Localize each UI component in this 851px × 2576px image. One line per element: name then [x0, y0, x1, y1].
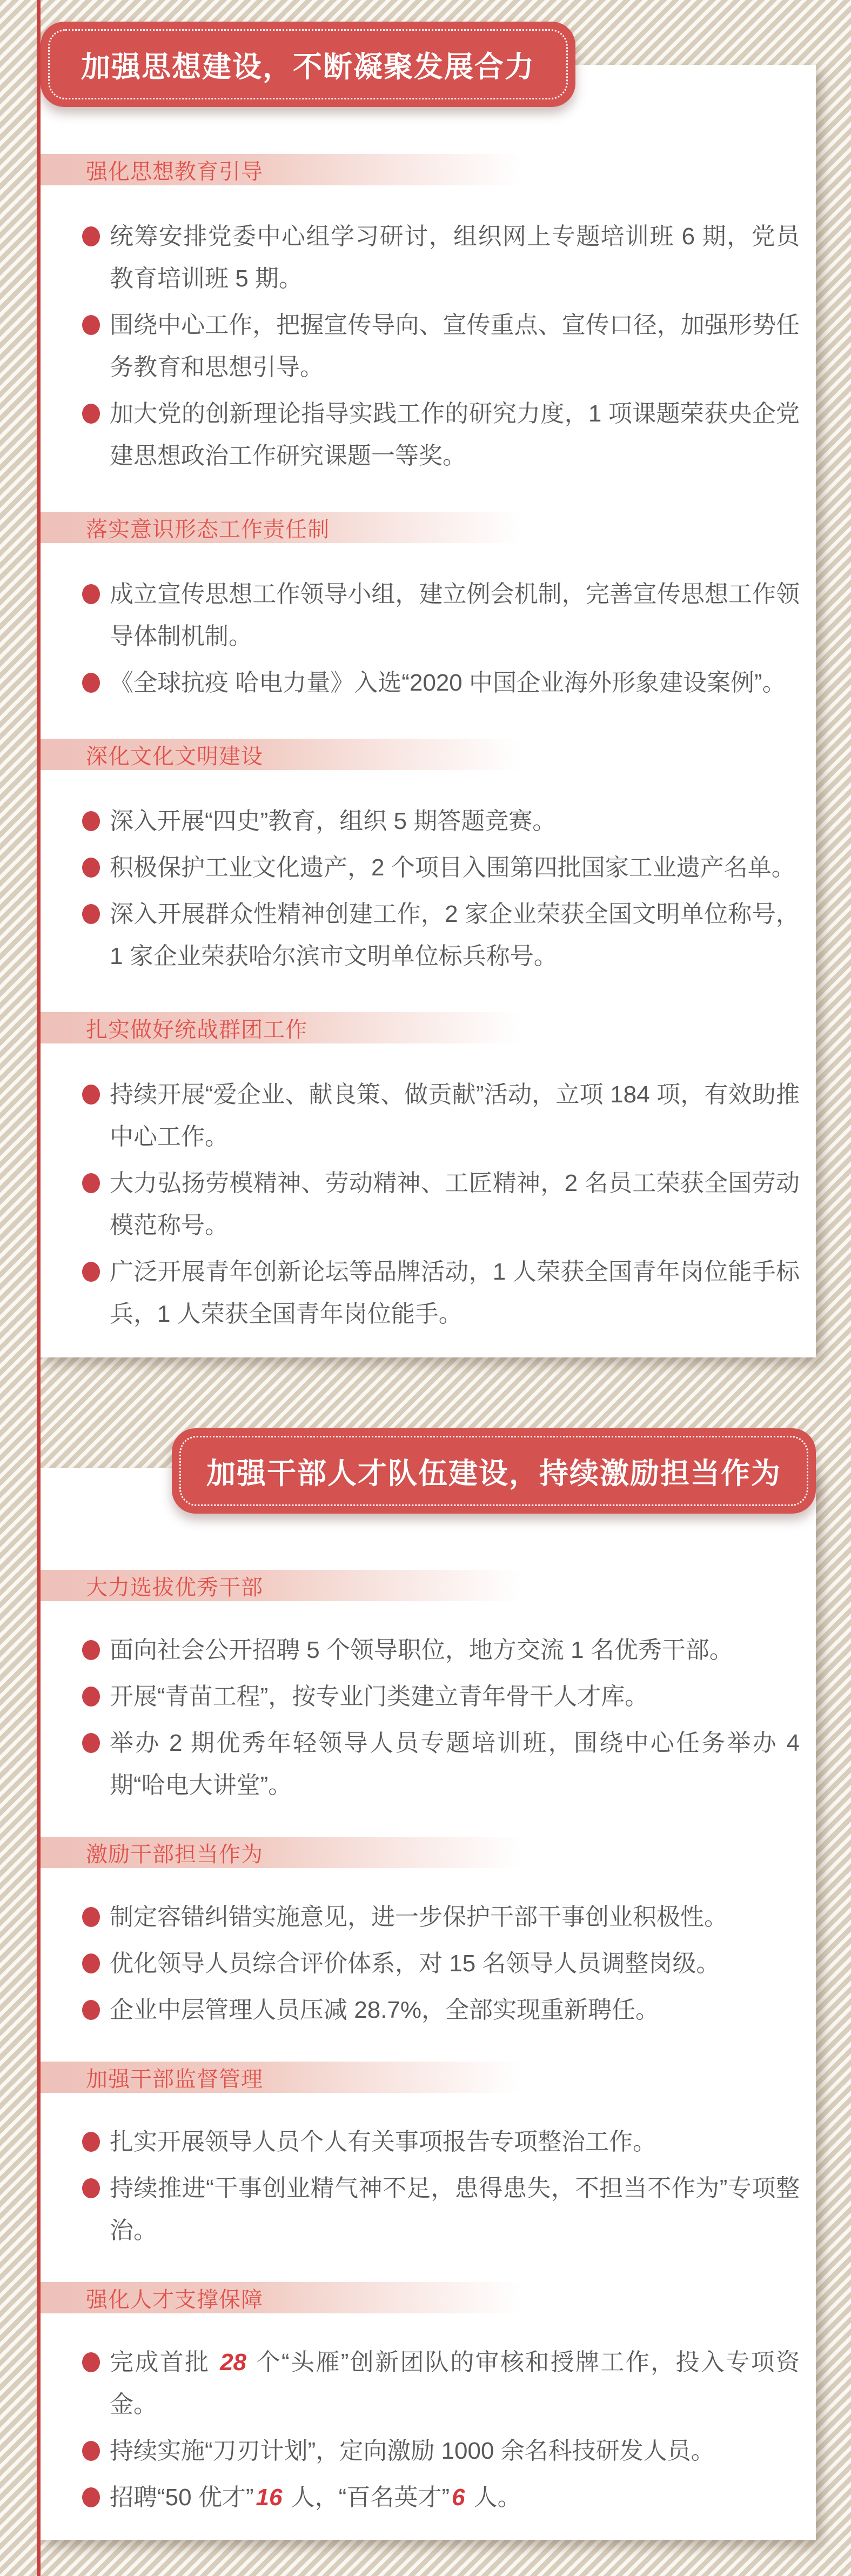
bullet-item: 持续推进“干事创业精气神不足，患得患失，不担当不作为”专项整治。	[110, 2167, 800, 2252]
bullet-list	[41, 1896, 816, 2031]
accent-number: 16	[256, 2484, 283, 2511]
bullet-item: 持续开展“爱企业、献良策、做贡献”活动，立项 184 项，有效助推中心工作。	[110, 1074, 800, 1158]
bullet-item: 积极保护工业文化遗产，2 个项目入围第四批国家工业遗产名单。	[110, 847, 800, 889]
bullet-item: 招聘“50 优才”16 人，“百名英才”6 人。	[110, 2477, 800, 2519]
banner-cadre-talent-label: 加强干部人才队伍建设，持续激励担当作为	[206, 1457, 781, 1490]
bullet-item: 《全球抗疫 哈电力量》入选“2020 中国企业海外形象建设案例”。	[110, 662, 800, 704]
section-title-bar	[41, 739, 816, 770]
bullet-item: 面向社会公开招聘 5 个领导职位，地方交流 1 名优秀干部。	[110, 1629, 800, 1671]
banner-ideology-building	[41, 22, 575, 107]
section-title-bar	[41, 1012, 816, 1043]
bullet-item: 持续实施“刀刃计划”，定向激励 1000 余名科技研发人员。	[110, 2430, 800, 2472]
section-title: 大力选拔优秀干部	[86, 1575, 263, 1600]
section-title-bar	[41, 2062, 816, 2093]
bullet-item: 深入开展“四史”教育，组织 5 期答题竞赛。	[110, 800, 800, 842]
bullet-list	[41, 573, 816, 704]
bullet-list	[41, 216, 816, 477]
bullet-item: 企业中层管理人员压减 28.7%，全部实现重新聘任。	[110, 1989, 800, 2031]
section-title: 强化思想教育引导	[86, 159, 263, 184]
bullet-item: 加大党的创新理论指导实践工作的研究力度，1 项课题荣获央企党建思想政治工作研究课题一等奖。	[110, 393, 800, 477]
left-accent-line	[37, 0, 41, 2576]
bullet-list	[41, 1629, 816, 1806]
bullet-item: 围绕中心工作，把握宣传导向、宣传重点、宣传口径，加强形势任务教育和思想引导。	[110, 304, 800, 389]
bullet-item: 大力弘扬劳模精神、劳动精神、工匠精神，2 名员工荣获全国劳动模范称号。	[110, 1162, 800, 1247]
bullet-item: 制定容错纠错实施意见，进一步保护干部干事创业积极性。	[110, 1896, 800, 1938]
section-title-bar	[41, 1837, 816, 1868]
section-title-bar	[41, 154, 816, 185]
bullet-item: 开展“青苗工程”，按专业门类建立青年骨干人才库。	[110, 1676, 800, 1718]
bullet-list	[41, 1074, 816, 1335]
section-title: 扎实做好统战群团工作	[86, 1018, 307, 1042]
card-2-sections	[41, 1468, 816, 2519]
bullet-item: 深入开展群众性精神创建工作，2 家企业荣获全国文明单位称号，1 家企业荣获哈尔滨市文明单位标兵称号。	[110, 893, 800, 978]
section-title: 深化文化文明建设	[86, 744, 263, 768]
section-title: 加强干部监督管理	[86, 2067, 263, 2091]
bullet-item: 广泛开展青年创新论坛等品牌活动，1 人荣获全国青年岗位能手标兵，1 人荣获全国青年岗位能手。	[110, 1251, 800, 1335]
accent-number: 6	[451, 2484, 465, 2511]
section-title: 激励干部担当作为	[86, 1842, 263, 1866]
section-title-bar	[41, 1570, 816, 1601]
card-cadre-talent	[41, 1457, 816, 2540]
section-title-bar	[41, 2282, 816, 2313]
accent-number: 28	[220, 2349, 247, 2376]
bullet-item: 优化领导人员综合评价体系，对 15 名领导人员调整岗级。	[110, 1943, 800, 1985]
section-title: 强化人才支撑保障	[86, 2287, 263, 2312]
bullet-item: 完成首批 28 个“头雁”创新团队的审核和授牌工作，投入专项资金。	[110, 2341, 800, 2426]
bullet-item: 举办 2 期优秀年轻领导人员专题培训班，围绕中心任务举办 4 期“哈电大讲堂”。	[110, 1722, 800, 1806]
bullet-item: 成立宣传思想工作领导小组，建立例会机制，完善宣传思想工作领导体制机制。	[110, 573, 800, 658]
bullet-list	[41, 2121, 816, 2252]
card-ideology-building	[41, 50, 816, 1357]
bullet-list	[41, 2341, 816, 2519]
card-1-sections	[41, 65, 816, 1335]
bullet-item: 扎实开展领导人员个人有关事项报告专项整治工作。	[110, 2121, 800, 2163]
banner-cadre-talent	[172, 1428, 816, 1514]
section-title: 落实意识形态工作责任制	[86, 517, 330, 541]
bullet-list	[41, 800, 816, 978]
section-title-bar	[41, 512, 816, 543]
banner-ideology-label: 加强思想建设，不断凝聚发展合力	[81, 50, 535, 83]
bullet-item: 统筹安排党委中心组学习研讨，组织网上专题培训班 6 期，党员教育培训班 5 期。	[110, 216, 800, 300]
